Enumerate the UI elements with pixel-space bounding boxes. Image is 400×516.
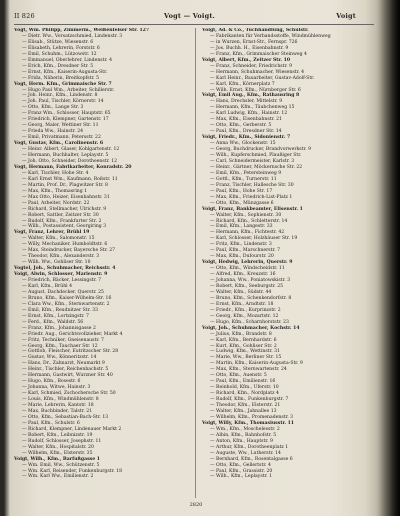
directory-entry: — Joh. Otto, Schneider, Dorotheenstr. 12 bbox=[22, 158, 118, 164]
directory-entry: — Max Otto, Heizer, Eisenbahnstr. 31 bbox=[22, 194, 110, 200]
directory-entry: — Otto, Kfm., Auenstr. 5 bbox=[210, 373, 267, 379]
directory-entry: — Martin, Kfm., Kaiserin-Augusta-Str. 9 bbox=[210, 361, 303, 367]
directory-entry: — Walter, Kfm., Salomonstr. 15 bbox=[22, 236, 95, 242]
directory-entry: — Emil, Kfm., Petersteinweg 9 bbox=[210, 170, 282, 176]
directory-entry: — Franz, Kfm., Johannisgasse 2 bbox=[22, 325, 96, 331]
directory-entry: — Hugo, Kfm., Bosestr. 6 bbox=[22, 379, 81, 385]
directory-entry: — Hans, Dr., Zahnarzt, Neumarkt 9 bbox=[22, 361, 105, 367]
directory-entry: — Friedrich, Klempner, Gartenstr. 17 bbox=[22, 117, 109, 123]
directory-entry: — Frieda Ww., Hainstr. 24 bbox=[22, 129, 84, 135]
directory-entry: — Willy, Mechaniker, Humboldtstr. 6 bbox=[22, 242, 108, 248]
directory-entry: — Max, Kfm., Thomasring 1 bbox=[22, 188, 88, 194]
directory-entry: — Emil, Privatmann, Petersstr. 22 bbox=[22, 135, 101, 141]
directory-entry: — Emil, Kfm., Langestr. 33 bbox=[210, 224, 273, 230]
directory-entry: — Kurt, Kfm., Gohliser Str. 2 bbox=[210, 343, 277, 349]
directory-entry: — Walter, Kfm., Hospitalstr. 20 bbox=[22, 444, 94, 450]
directory-entry: — Elisabeth, Lehrerin, Forststr. 6 bbox=[22, 45, 100, 51]
directory-entry: — Theodor, Kfm., Elsterstr. 21 bbox=[210, 403, 281, 409]
directory-entry: — Otto, Kfm., Münzgasse 6 bbox=[210, 200, 274, 206]
directory-entry: Voigt, Friedr., Kfm., Sidonienstr. 7 bbox=[202, 135, 291, 141]
directory-entry: — Louis, Kfm., Windmühlenstr. 8 bbox=[22, 397, 99, 403]
directory-entry: Vogtel, Joh., Schuhmacher, Reichsstr. 4 bbox=[14, 266, 116, 272]
directory-entry: — Hermann, Kfm., Täubchenweg 15 bbox=[210, 105, 295, 111]
directory-entry: — Ludwig, Kfm., Wettinstr. 31 bbox=[210, 349, 280, 355]
directory-entry: — Richard, Klempner, Lindenauer Markt 2 bbox=[22, 426, 122, 432]
directory-entry: — Marie, Lehrerin, Kantstr. 18 bbox=[22, 403, 94, 409]
directory-entry: Voigt, Wilh., Kfm., Barfußgasse 1 bbox=[14, 456, 100, 462]
directory-entry: — Georg, Kfm., Mozartstr. 12 bbox=[210, 313, 279, 319]
directory-entry: — Wilh., Kupferschmied, Plaußiger Str. bbox=[210, 153, 302, 159]
directory-entry: Vogt, Wm. Philipp, Zimmerm., Weißenfelser Str. 127 bbox=[14, 28, 150, 33]
page-footer-number: 2820 bbox=[189, 502, 203, 508]
page-number: II 826 bbox=[14, 12, 35, 20]
directory-entry: — Otto, Kfm., Sebastian-Bach-Str. 13 bbox=[22, 414, 109, 420]
directory-entry: Voigt, Joh., Schuhmacher, Kochstr. 14 bbox=[202, 325, 300, 331]
directory-entry: — Wilh. Ww., Gohliser Str. 10 bbox=[22, 260, 91, 266]
directory-entry: — Hermann, Kfm., Fichtestr. 42 bbox=[210, 230, 285, 236]
directory-entry: — Wm., Kfm., Moschelesstr. 2 bbox=[210, 426, 280, 432]
directory-entry: — Fritz, Techniker, Gneisenaustr. 7 bbox=[22, 337, 104, 343]
directory-entry: — Gustav, Ww., Könneritzstr. 14 bbox=[22, 355, 97, 361]
directory-entry: — Ernst, Kfm., Arndtstr. 18 bbox=[210, 301, 274, 307]
directory-entry: — Karl Ludwig, Kfm., Hainstr. 12 bbox=[210, 111, 288, 117]
directory-entry: — Otto, Kfm., Gellertstr. 4 bbox=[210, 462, 271, 468]
directory-entry: — Otto, Kfm., Gerberstr. 5 bbox=[210, 123, 272, 129]
directory-entry: — Paul, Kfm., Dresdner Str. 14 bbox=[210, 129, 282, 135]
directory-entry: — Julius, Kfm., Brandstr. 8 bbox=[210, 331, 272, 337]
directory-entry: — Ferd., Kfm., Waldstr. 56 bbox=[22, 319, 84, 325]
directory-entry: — Anna Ww., Glockenstr. 15 bbox=[210, 141, 276, 147]
directory-entry: — Max, Kfm., Dufourstr. 20 bbox=[210, 254, 274, 260]
directory-entry: — Jos. Buchh. H., Eisenbahnstr. 9 bbox=[210, 45, 289, 51]
directory-entry: — Anton, Kfm., Hauptstr. 9 bbox=[210, 438, 273, 444]
directory-entry: — Paul, Kfm., Emilienstr. 16 bbox=[210, 379, 276, 385]
directory-entry: — Franz, Tischler, Hallesche Str. 30 bbox=[210, 182, 294, 188]
directory-entry: — Paul, Kfm., Grassistr. 20 bbox=[210, 468, 273, 474]
directory-entry: — Wilh. Ernst, Kfm., Nürnberger Str. 6 bbox=[210, 87, 301, 93]
directory-entry: — Frida, Näherin, Breitkopfstr. 5 bbox=[22, 75, 100, 81]
directory-entry: — Hermann, Gastwirt, Wurzner Str. 40 bbox=[22, 373, 113, 379]
directory-entry: — Karl, Tischler, Hohe Str. 4 bbox=[22, 170, 89, 176]
directory-entry: — Theodor, Kfm., Alexanderstr. 3 bbox=[22, 254, 100, 260]
directory-entry: — Hermann, Schuhmacher, Wiesenstr. 4 bbox=[210, 69, 305, 75]
directory-entry: — Paul, Kfm., Marschnerstr. 7 bbox=[210, 248, 281, 254]
directory-entry: — Friedr. Aug., Gerichtsvollzieher, Markt 4 bbox=[22, 331, 123, 337]
directory-entry: — Clara Ww., Kfm., Sternwartenstr. 2 bbox=[22, 301, 110, 307]
directory-entry: Voigt, Emil Aug., Kfm., Rathausring 8 bbox=[202, 93, 300, 99]
directory-entry: — Bruno, Kfm., Kaiser-Wilhelm-Str. 16 bbox=[22, 295, 112, 301]
directory-entry: — August, Dachdecker, Querstr. 25 bbox=[22, 289, 104, 295]
directory-entry: Vogt, Herm. Kfm., Grimmaische Str. 7 bbox=[14, 81, 112, 87]
directory-entry: — Alfred, Kfm., Kreuzstr. 16 bbox=[210, 272, 276, 278]
directory-entry: — Wm. Emil, Ww., Schützenstr. 5 bbox=[22, 462, 100, 468]
directory-entry: — Karl, Kfm., Körnerplatz 7 bbox=[210, 81, 275, 87]
directory-entry: — Emmanuel, Oberlehrer, Lindenstr. 4 bbox=[22, 57, 113, 63]
directory-entry: — Max, Kfm., Sternwartenstr. 24 bbox=[210, 367, 287, 373]
directory-entry: Voigt, Willy, Kfm., Thomasiusstr. 11 bbox=[202, 420, 295, 426]
directory-entry: — Walter, Kfm., Südstr. 44 bbox=[210, 289, 272, 295]
directory-entry: — Joh. Heinr., Kfm., Lindenstr. 8 bbox=[22, 93, 98, 99]
directory-entry: — Franz Wm., Schlosser, Hauptstr. 65 bbox=[22, 111, 111, 117]
directory-entry: — Otto, Kfm., Windscheidstr. 11 bbox=[210, 266, 285, 272]
directory-entry: — Richard, Kfm., Schletterstr. 14 bbox=[210, 218, 288, 224]
directory-entry: Voigt, Franz, Bankbeamter, Elisenstr. 1 bbox=[202, 206, 303, 212]
directory-entry: — Georg, Buchdrucker, Brandvorwerkstr. 9 bbox=[210, 147, 312, 153]
directory-entry: — Richard, Kfm., Nordplatz 4 bbox=[210, 391, 279, 397]
directory-entry: — Franz, Schneider, Friedrichstr. 9 bbox=[210, 63, 293, 69]
directory-entry: — Martin, Prof. Dr., Plagwitzer Str. 8 bbox=[22, 182, 108, 188]
directory-entry: — Wilh., Postassistent, Georgiring 3 bbox=[22, 224, 107, 230]
directory-entry: Voigt, Hedwig, Lehrerin, Querstr. 9 bbox=[202, 260, 293, 266]
directory-entry: Voigt, Alwin, Schlosser, Marienstr. 9 bbox=[14, 272, 108, 278]
directory-entry: — Heinr., Tischler, Reichenbachstr. 5 bbox=[22, 367, 109, 373]
directory-entry: — Marie, Ww., Berliner Str. 15 bbox=[210, 355, 282, 361]
directory-entry: — Karl Ernst Wm., Kaufmann, Roßstr. 11 bbox=[22, 176, 118, 182]
directory-entry: — Robert, Kfm., Seeburgstr. 25 bbox=[210, 283, 284, 289]
directory-entry: — Reinhold, Kfm., Uferstr. 10 bbox=[210, 385, 279, 391]
directory-entry: Vogt, Hermann, Fabrikarbeiter, Konradstr. 20 bbox=[14, 164, 132, 170]
directory-entry: — Johanna, Ww., Poniatowskistr. 3 bbox=[210, 278, 291, 284]
header-rule bbox=[14, 24, 374, 25]
directory-entry: — Paul, Kfm., Schulstr. 6 bbox=[22, 420, 80, 426]
page-header bbox=[14, 12, 370, 24]
directory-entry: — Bruno, Kfm., Schenkendorfstr. 8 bbox=[210, 295, 292, 301]
directory-entry: — Georg, Kfm., Tauchaer Str. 12 bbox=[22, 343, 98, 349]
directory-entry: — Erich, Kfm., Dresdner Str. 5 bbox=[22, 63, 94, 69]
directory-entry: — Auguste, Ww., Lutherstr. 14 bbox=[210, 450, 281, 456]
directory-entry: — Max, Steindrucker, Bayersche Str. 27 bbox=[22, 248, 116, 254]
directory-entry: — Hermann, Buchhalter, Leplaystr. 5 bbox=[22, 153, 109, 159]
directory-entry: — Franz, Kfm., Grimmaischer Steinweg 4 bbox=[210, 51, 307, 57]
directory-entry: — Rudolf, Kfm., Frankfurter Str. 2 bbox=[22, 218, 102, 224]
directory-entry: — Rudolf, Kfm., Funkenburgstr. 7 bbox=[210, 397, 289, 403]
directory-entry: — Paul, Arbeiter, Nordstr. 22 bbox=[22, 200, 90, 206]
directory-entry: — Karl, Kfm., Brühl 4 bbox=[22, 283, 73, 289]
directory-entry: — Gottl., Kfm., Turnerstr. 11 bbox=[210, 176, 277, 182]
directory-entry: — Hugo Paul Wm., Arbeiter, Schillerstr. bbox=[22, 87, 115, 93]
directory-entry: — Richard, Stellmacher, Ulrichstr. 9 bbox=[22, 206, 107, 212]
directory-entry: — Wm. Karl, Reisender, Funkenburgstr. 18 bbox=[22, 468, 123, 474]
left-column bbox=[14, 28, 190, 498]
directory-entry: — Arthur, Kfm., Dorotheenplatz 1 bbox=[210, 444, 289, 450]
directory-entry: — Wilh., Kfm., Leplaystr. 1 bbox=[210, 474, 273, 480]
directory-entry: — Bernhard, Kfm., Rosentalgasse 6 bbox=[210, 456, 293, 462]
right-column bbox=[202, 28, 378, 498]
book-binding-shadow bbox=[376, 0, 400, 516]
directory-entry: — Carl, Schneidermeister, Karlstr. 3 bbox=[210, 158, 295, 164]
directory-entry: — Johanna, Witwe, Hainstr. 3 bbox=[22, 385, 91, 391]
directory-entry: — Hans, Drechsler, Mittelstr. 9 bbox=[210, 99, 283, 105]
directory-entry: — Otto, Kfm., Lange Str. 3 bbox=[22, 105, 84, 111]
directory-entry: — Max, Kfm., Friedrich-List-Platz 1 bbox=[210, 194, 293, 200]
directory-entry: — Walter, Kfm., Jahnallee 13 bbox=[210, 409, 277, 414]
directory-entry: — Karl, Schmied, Zschochersche Str. 50 bbox=[22, 391, 116, 397]
directory-entry: — in Wurzen, Ernst-Str., Fernspr. 726 bbox=[210, 39, 298, 45]
directory-entry: Voigt, Albert, Kfm., Zeitzer Str. 10 bbox=[202, 57, 291, 63]
directory-entry: Vogt, Gustav, Kfm., Carolinenstr. 6 bbox=[14, 141, 104, 147]
directory-entry: — Rudolf, Schlosser, Josephstr. 11 bbox=[22, 438, 102, 444]
directory-entry: Voigt, Ad. & Co., Tuchhandlung, Schulstr. bbox=[202, 28, 309, 33]
directory-entry: — Heinr. Albert, Glaser, Kohlgartenstr. 12 bbox=[22, 147, 120, 153]
directory-entry: — Friedr., Kfm., Kurprinzstr. 2 bbox=[210, 307, 281, 313]
directory-entry: — Albin, Kfm., Bahnhofstr. 5 bbox=[210, 432, 277, 438]
directory-entry: — Wilhelm, Kfm., Elsterstr. 35 bbox=[22, 450, 93, 456]
directory-entry: — Ernst, Kfm., Kaiserin-Augusta-Str. bbox=[22, 69, 108, 75]
directory-entry: — Dietr. Ww., Vorsatzschmied, Lindenstr. 3 bbox=[22, 33, 123, 39]
directory-entry: — Ernst, Kfm., Lortzingstr. 7 bbox=[22, 313, 89, 319]
directory-page bbox=[8, 6, 384, 512]
directory-entry: — Karl Heinr., Bauarbeiter, Gustav-Adolf-Str. bbox=[210, 75, 315, 81]
directory-entry: — Wilhelm, Kfm., Promenadenstr. 3 bbox=[210, 414, 294, 420]
directory-entry: — Robert, Kfm., Leibnizstr. 19 bbox=[22, 432, 93, 438]
directory-entry: — Max, Buchbinder, Talstr. 21 bbox=[22, 409, 93, 414]
directory-entry: — Gottlob, Fleischer, Eutritzscher Str. 28 bbox=[22, 349, 119, 355]
directory-entry: — Paul, Kfm., Hohe Str. 17 bbox=[210, 188, 273, 194]
directory-entry: — Friedrich, Bäcker, Lessingstr. 7 bbox=[22, 278, 102, 284]
directory-entry: — Max, Kfm., Eisenbahnstr. 21 bbox=[210, 117, 282, 123]
directory-entry: — Fabrikanten für Verbandsstoffe, Windmühlenweg bbox=[210, 33, 331, 39]
directory-entry: — Heinr., Gärtner, Möckernsche Str. 22 bbox=[210, 164, 303, 170]
directory-entry: — Hugo, Kfm., Scharnhorststr. 23 bbox=[210, 319, 289, 325]
directory-entry: — Emil, Kfm., Reudnitzer Str. 33 bbox=[22, 307, 99, 313]
page-running-title: Vogt — Voigt. bbox=[164, 12, 216, 20]
directory-entry: — Walter, Kfm., Sophienstr. 30 bbox=[210, 212, 282, 218]
directory-entry: — Karl, Schlosser, Holzhäuser Str. 19 bbox=[210, 236, 298, 242]
directory-entry: — Georg, Maler, Wettiner Str. 11 bbox=[22, 123, 99, 129]
page-catchword: Voigt bbox=[336, 12, 356, 20]
directory-entry: — Joh. Paul, Tischler, Körnerstr. 14 bbox=[22, 99, 104, 105]
directory-entry: — Karl, Kfm., Bernhardstr. 6 bbox=[210, 337, 277, 343]
column-divider bbox=[195, 28, 196, 498]
directory-entry: — Emil, Schuhm., Lützowstr. 12 bbox=[22, 51, 97, 57]
directory-entry: — Robert, Sattler, Zeitzer Str. 30 bbox=[22, 212, 99, 218]
directory-entry: — Fritz, Kfm., Lindenstr. 3 bbox=[210, 242, 272, 248]
directory-entry: — Elisab., Stütze, Wiesenstr. 6 bbox=[22, 39, 94, 45]
directory-entry: Vogt, Franz, Lehrer, Brühl 19 bbox=[14, 230, 90, 236]
directory-entry: — Wm. Karl Ww., Emilienstr. 2 bbox=[22, 474, 94, 480]
